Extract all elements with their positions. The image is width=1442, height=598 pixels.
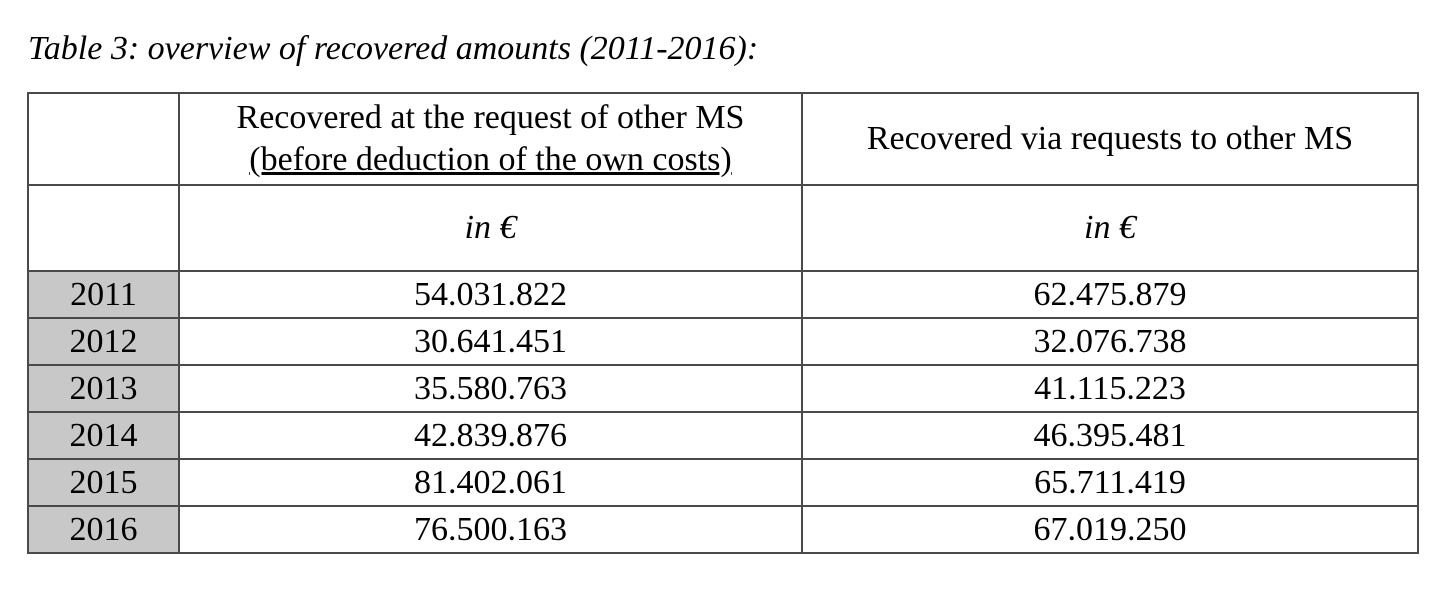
unit-label-col1: in € [179, 185, 802, 271]
year-cell: 2011 [28, 271, 179, 318]
recovered-via-requests-cell: 41.115.223 [802, 365, 1418, 412]
recovered-via-requests-cell: 65.711.419 [802, 459, 1418, 506]
recovered-at-request-cell: 42.839.876 [179, 412, 802, 459]
table-row [28, 365, 1418, 412]
recovered-at-request-cell: 30.641.451 [179, 318, 802, 365]
table-row [28, 318, 1418, 365]
recovered-via-requests-cell: 46.395.481 [802, 412, 1418, 459]
recovered-at-request-cell: 76.500.163 [179, 506, 802, 553]
recovered-via-requests-cell: 62.475.879 [802, 271, 1418, 318]
recovered-at-request-cell: 54.031.822 [179, 271, 802, 318]
header-row [28, 93, 1418, 185]
year-cell: 2014 [28, 412, 179, 459]
year-cell: 2012 [28, 318, 179, 365]
header-recovered-via-requests: Recovered via requests to other MS [802, 93, 1418, 185]
header-recovered-at-request-line1: Recovered at the request of other MS [236, 99, 745, 136]
year-cell: 2013 [28, 365, 179, 412]
header-recovered-at-request [179, 93, 802, 185]
year-cell: 2015 [28, 459, 179, 506]
unit-row [28, 185, 1418, 271]
unit-empty-cell [28, 185, 179, 271]
table-row [28, 271, 1418, 318]
table-row [28, 506, 1418, 553]
unit-label-col2: in € [802, 185, 1418, 271]
recovered-amounts-table [27, 92, 1419, 554]
year-cell: 2016 [28, 506, 179, 553]
header-empty-cell [28, 93, 179, 185]
recovered-via-requests-cell: 32.076.738 [802, 318, 1418, 365]
table-row [28, 412, 1418, 459]
recovered-at-request-cell: 81.402.061 [179, 459, 802, 506]
recovered-via-requests-cell: 67.019.250 [802, 506, 1418, 553]
header-recovered-at-request-line2: (before deduction of the own costs) [249, 141, 732, 178]
table-caption: Table 3: overview of recovered amounts (2011-2016): [28, 30, 759, 67]
recovered-at-request-cell: 35.580.763 [179, 365, 802, 412]
table-row [28, 459, 1418, 506]
